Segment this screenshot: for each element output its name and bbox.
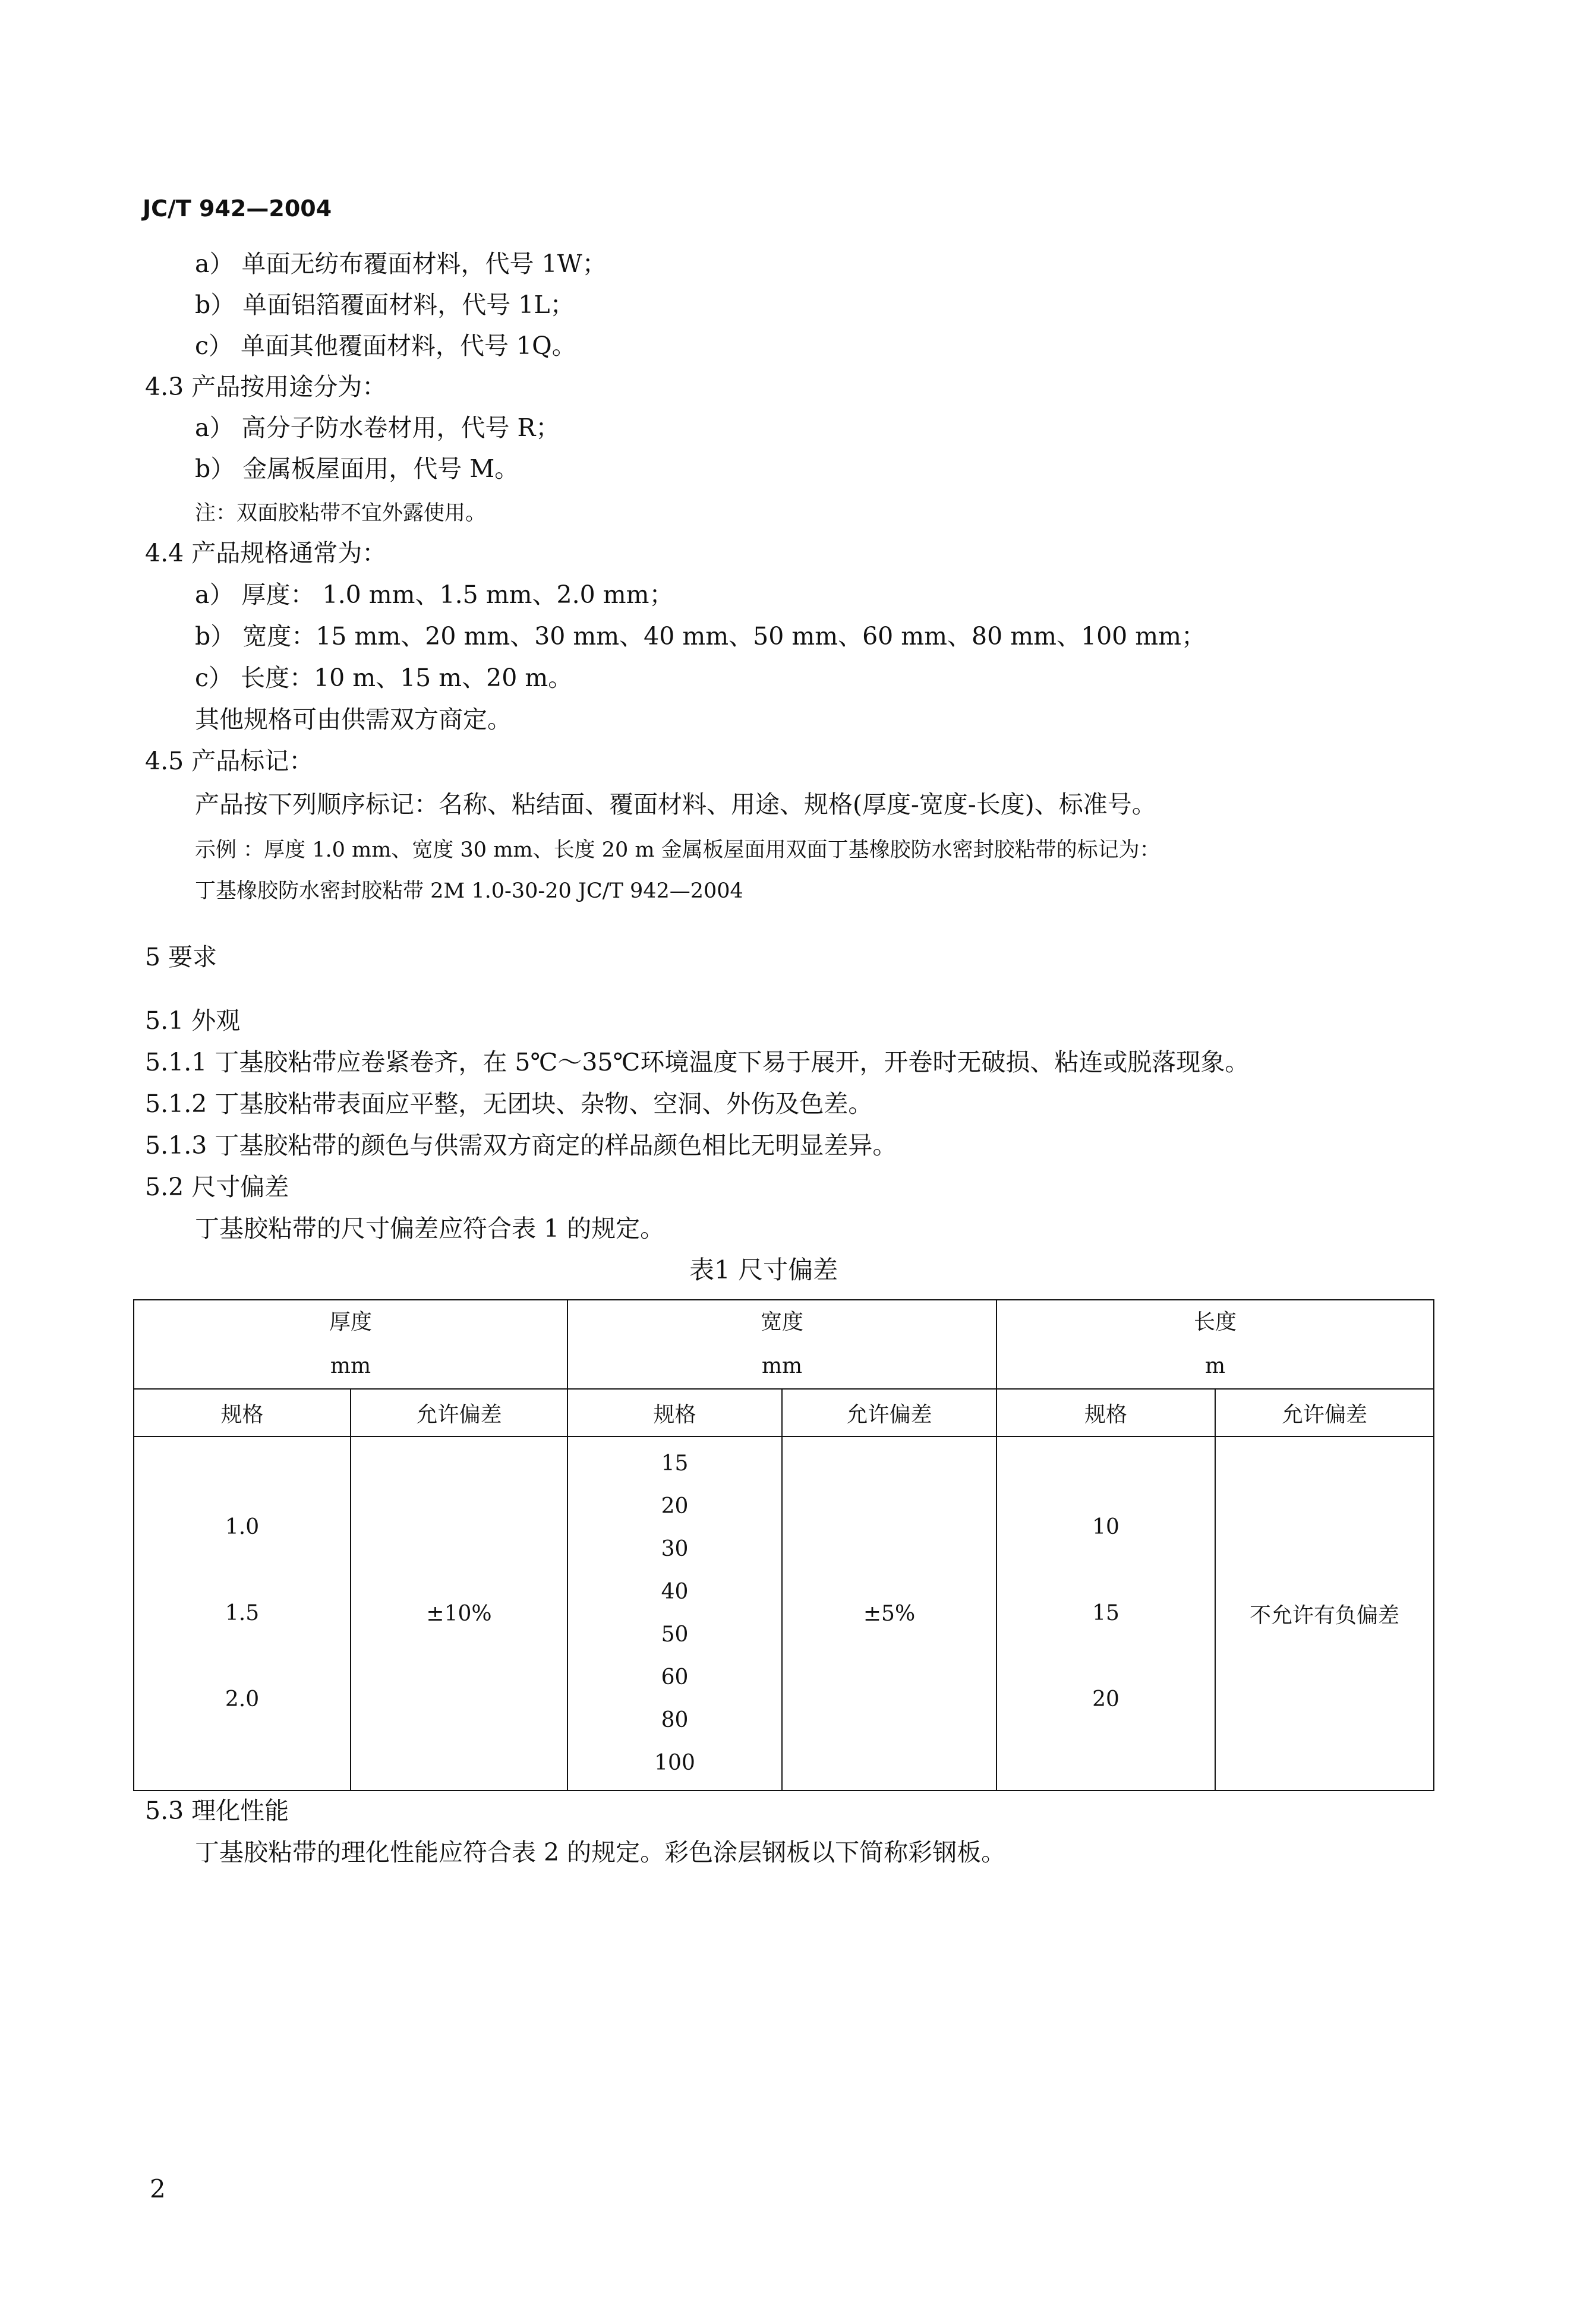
page-number: 2 xyxy=(150,2174,166,2203)
length-spec-cell xyxy=(996,1436,1215,1791)
width-spec-value: 15 xyxy=(661,1451,689,1476)
width-spec-value: 50 xyxy=(661,1622,689,1647)
line-cover-1l: b） 单面铝箔覆面材料，代号 1L； xyxy=(195,290,575,319)
line-marking-order: 产品按下列顺序标记：名称、粘结面、覆面材料、用途、规格(厚度-宽度-长度)、标准号。 xyxy=(195,790,1156,819)
section-5-1-3: 5.1.3 丁基胶粘带的颜色与供需双方商定的样品颜色相比无明显差异。 xyxy=(145,1131,897,1160)
line-use-m: b） 金属板屋面用，代号 M。 xyxy=(195,454,519,483)
line-table1-ref: 丁基胶粘带的尺寸偏差应符合表 1 的规定。 xyxy=(195,1214,665,1243)
section-5-1-1: 5.1.1 丁基胶粘带应卷紧卷齐，在 5℃～35℃环境温度下易于展开，开卷时无破损、粘连或脱落现象。 xyxy=(145,1048,1250,1076)
subheader-cell: 允许偏差 xyxy=(782,1389,996,1436)
line-cover-1q: c） 单面其他覆面材料，代号 1Q。 xyxy=(195,331,576,360)
thickness-spec-cell xyxy=(134,1436,351,1791)
line-length: c） 长度：10 m、15 m、20 m。 xyxy=(195,664,573,692)
line-marking-sample: 丁基橡胶防水密封胶粘带 2M 1.0-30-20 JC/T 942—2004 xyxy=(195,879,743,903)
subheader-cell: 规格 xyxy=(996,1389,1215,1436)
header-length xyxy=(996,1300,1434,1389)
line-thickness: a） 厚度： 1.0 mm、1.5 mm、2.0 mm； xyxy=(195,580,674,609)
width-spec-value: 20 xyxy=(661,1494,689,1518)
width-spec-value: 40 xyxy=(661,1580,689,1604)
section-5-1: 5.1 外观 xyxy=(145,1006,241,1035)
section-4-4: 4.4 产品规格通常为： xyxy=(145,539,387,567)
header-length-name: 长度 xyxy=(1194,1310,1237,1334)
line-cover-1w: a） 单面无纺布覆面材料，代号 1W； xyxy=(195,250,607,278)
section-5-2: 5.2 尺寸偏差 xyxy=(145,1173,289,1201)
line-other-specs: 其他规格可由供需双方商定。 xyxy=(195,705,512,734)
section-5-1-2: 5.1.2 丁基胶粘带表面应平整，无团块、杂物、空洞、外伤及色差。 xyxy=(145,1090,873,1118)
subheader-cell: 允许偏差 xyxy=(351,1389,567,1436)
subheader-cell: 规格 xyxy=(567,1389,782,1436)
table1-caption: 表1 尺寸偏差 xyxy=(689,1255,838,1284)
header-thickness xyxy=(134,1300,567,1389)
subheader-cell: 允许偏差 xyxy=(1215,1389,1434,1436)
line-use-r: a） 高分子防水卷材用，代号 R； xyxy=(195,413,560,442)
header-width xyxy=(567,1300,996,1389)
note-double-sided: 注：双面胶粘带不宜外露使用。 xyxy=(195,501,487,525)
width-spec-cell xyxy=(567,1436,782,1791)
thickness-tolerance-cell: ±10% xyxy=(351,1436,567,1791)
section-5: 5 要求 xyxy=(145,943,217,971)
length-spec-value: 15 xyxy=(1092,1601,1119,1625)
header-width-unit: mm xyxy=(761,1354,803,1378)
length-spec-value: 20 xyxy=(1092,1687,1119,1712)
header-thickness-name: 厚度 xyxy=(329,1310,373,1334)
standard-code: JC/T 942—2004 xyxy=(143,195,332,222)
thickness-spec-value: 1.0 xyxy=(225,1515,260,1539)
header-width-name: 宽度 xyxy=(761,1310,804,1334)
length-tolerance-cell: 不允许有负偏差 xyxy=(1215,1436,1434,1791)
line-table2-ref: 丁基胶粘带的理化性能应符合表 2 的规定。彩色涂层钢板以下简称彩钢板。 xyxy=(195,1838,1006,1867)
line-marking-example: 示例 ：厚度 1.0 mm、宽度 30 mm、长度 20 m 金属板屋面用双面丁基橡胶防水密封胶粘带的标记为： xyxy=(195,838,1160,862)
line-width: b） 宽度：15 mm、20 mm、30 mm、40 mm、50 mm、60 mm、80 mm、100 mm； xyxy=(195,622,1206,651)
dimension-tolerance-table xyxy=(133,1299,1434,1791)
header-thickness-unit: mm xyxy=(330,1354,371,1378)
section-4-3: 4.3 产品按用途分为： xyxy=(145,372,387,401)
thickness-spec-value: 1.5 xyxy=(225,1601,260,1625)
section-5-3: 5.3 理化性能 xyxy=(145,1796,289,1825)
header-length-unit: m xyxy=(1204,1354,1226,1378)
width-spec-value: 100 xyxy=(654,1751,695,1775)
section-4-5: 4.5 产品标记： xyxy=(145,747,314,775)
thickness-spec-value: 2.0 xyxy=(225,1687,260,1712)
width-spec-value: 30 xyxy=(661,1537,689,1561)
subheader-cell: 规格 xyxy=(134,1389,351,1436)
width-tolerance-cell: ±5% xyxy=(782,1436,996,1791)
width-spec-value: 80 xyxy=(661,1708,689,1732)
width-spec-value: 60 xyxy=(661,1665,689,1690)
length-spec-value: 10 xyxy=(1092,1515,1119,1539)
